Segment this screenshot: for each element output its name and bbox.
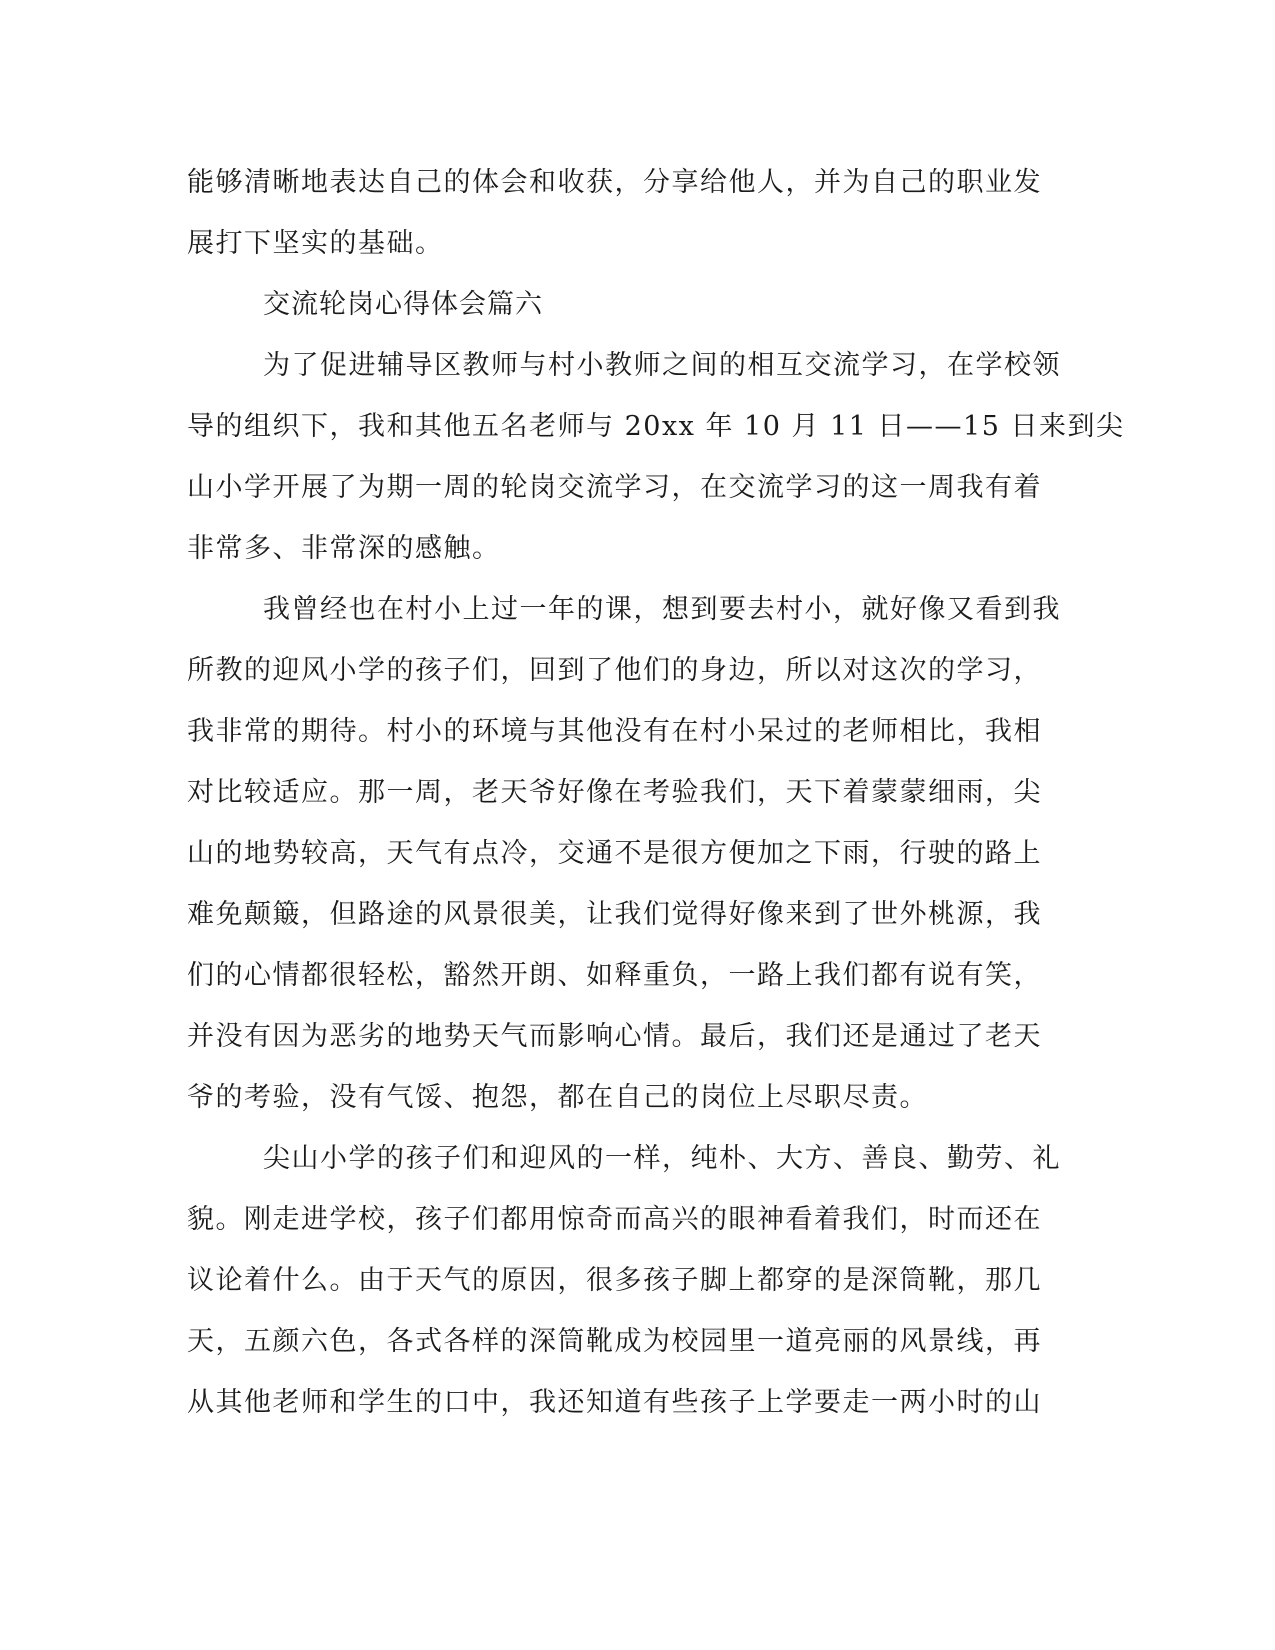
document-body	[187, 152, 1125, 1433]
paragraph-line: 尖山小学的孩子们和迎风的一样，纯朴、大方、善良、勤劳、礼	[263, 1143, 1061, 1174]
paragraph-line: 我曾经也在村小上过一年的课，想到要去村小，就好像又看到我	[263, 594, 1061, 625]
paragraph-line: 我非常的期待。村小的环境与其他没有在村小呆过的老师相比，我相	[187, 716, 1042, 747]
paragraph-line: 难免颠簸，但路途的风景很美，让我们觉得好像来到了世外桃源，我	[187, 899, 1042, 930]
paragraph-line: 天，五颜六色，各式各样的深筒靴成为校园里一道亮丽的风景线，再	[187, 1326, 1042, 1357]
paragraph-line: 貌。刚走进学校，孩子们都用惊奇而高兴的眼神看着我们，时而还在	[187, 1204, 1042, 1235]
paragraph-line: 对比较适应。那一周，老天爷好像在考验我们，天下着蒙蒙细雨，尖	[187, 777, 1042, 808]
paragraph-line: 所教的迎风小学的孩子们，回到了他们的身边，所以对这次的学习，	[187, 655, 1042, 686]
paragraph-line: 议论着什么。由于天气的原因，很多孩子脚上都穿的是深筒靴，那几	[187, 1265, 1042, 1296]
paragraph-line: 为了促进辅导区教师与村小教师之间的相互交流学习，在学校领	[263, 350, 1061, 381]
paragraph-line: 们的心情都很轻松，豁然开朗、如释重负，一路上我们都有说有笑，	[187, 960, 1042, 991]
paragraph-line: 非常多、非常深的感触。	[187, 533, 501, 564]
paragraph-line: 爷的考验，没有气馁、抱怨，都在自己的岗位上尽职尽责。	[187, 1082, 928, 1113]
paragraph-line: 从其他老师和学生的口中，我还知道有些孩子上学要走一两小时的山	[187, 1387, 1042, 1418]
paragraph-line: 并没有因为恶劣的地势天气而影响心情。最后，我们还是通过了老天	[187, 1021, 1042, 1052]
paragraph-line: 导的组织下，我和其他五名老师与 20xx 年 10 月 11 日——15 日来到尖	[187, 411, 1125, 442]
section-heading: 交流轮岗心得体会篇六	[263, 289, 543, 320]
paragraph-line: 山小学开展了为期一周的轮岗交流学习，在交流学习的这一周我有着	[187, 472, 1042, 503]
paragraph-line: 山的地势较高，天气有点冷，交通不是很方便加之下雨，行驶的路上	[187, 838, 1042, 869]
paragraph-line: 展打下坚实的基础。	[187, 228, 444, 259]
paragraph-line: 能够清晰地表达自己的体会和收获，分享给他人，并为自己的职业发	[187, 167, 1042, 198]
